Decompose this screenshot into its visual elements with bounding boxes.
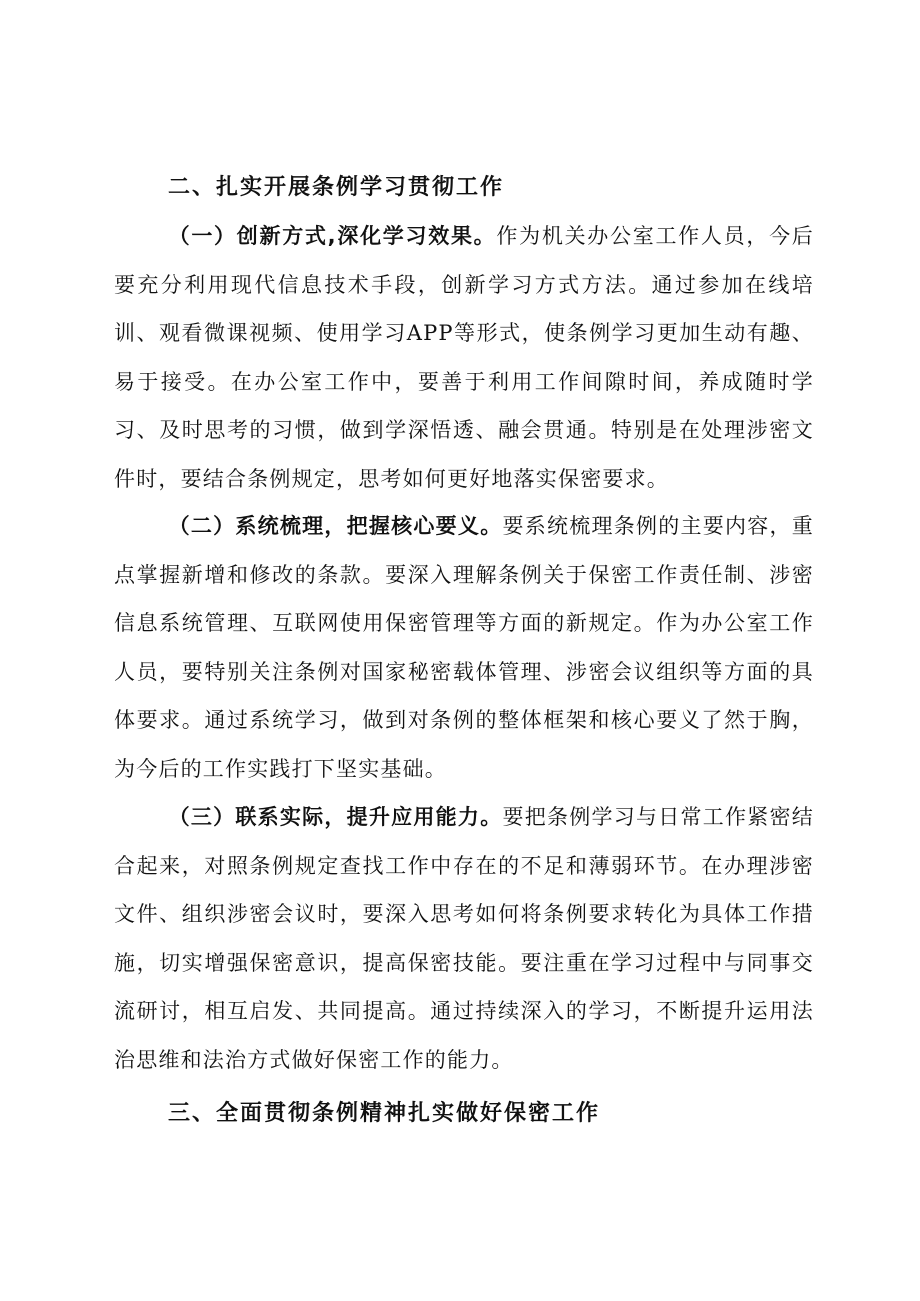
paragraph-body: 要系统梳理条例的主要内容，重点掌握新增和修改的条款。要深入理解条例关于保密工作责任制、涉密信息系统管理、互联网使用保密管理等方面的新规定。作为办公室工作人员，要特别关注条例对国家秘密载体管理、涉密会议组织等方面的具体要求。通过系统学习，做到对条例的整体框架和核心要义了然于胸，为今后的工作实践打下坚实基础。 (114, 514, 814, 781)
section-two-heading: 二、扎实开展条例学习贯彻工作 (168, 175, 505, 200)
paragraph-lead: （二）系统梳理，把握核心要义。 (168, 514, 503, 538)
paragraph-body: 作为机关办公室工作人员，今后要充分利用现代信息技术手段，创新学习方式方法。通过参加在线培训、观看微课视频、使用学习APP等形式，使条例学习更加生动有趣、易于接受。在办公室工作中，要善于利用工作间隙时间，养成随时学习、及时思考的习惯，做到学深悟透、融会贯通。特别是在处理涉密文件时，要结合条例规定，思考如何更好地落实保密要求。 (114, 224, 814, 491)
section-three-heading: 三、全面贯彻条例精神扎实做好保密工作 (168, 1101, 601, 1126)
paragraph-innovate-methods (114, 212, 814, 503)
paragraph-lead: （三）联系实际，提升应用能力。 (168, 805, 503, 829)
paragraph-practical-application (114, 793, 814, 1084)
paragraph-lead: （一）创新方式,深化学习效果。 (168, 224, 497, 248)
paragraph-body: 要把条例学习与日常工作紧密结合起来，对照条例规定查找工作中存在的不足和薄弱环节。在办理涉密文件、组织涉密会议时，要深入思考如何将条例要求转化为具体工作措施，切实增强保密意识，提高保密技能。要注重在学习过程中与同事交流研讨，相互启发、共同提高。通过持续深入的学习，不断提升运用法治思维和法治方式做好保密工作的能力。 (114, 805, 814, 1072)
paragraph-systematic-review (114, 502, 814, 793)
